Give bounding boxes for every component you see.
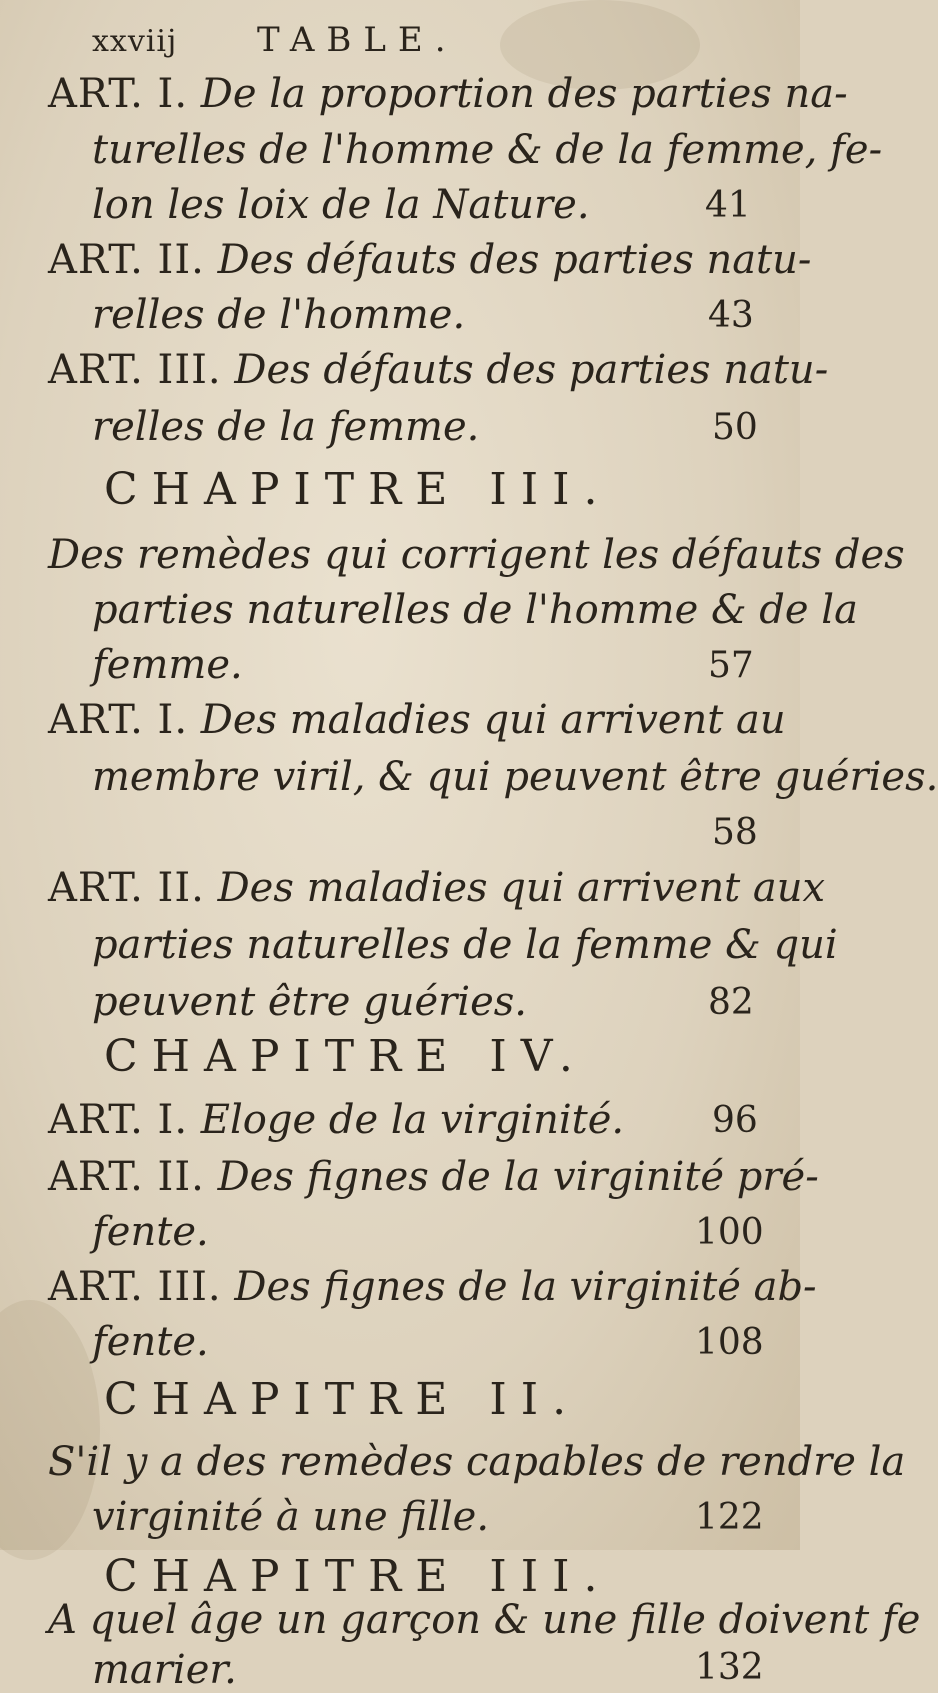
page-number: 82 — [708, 982, 754, 1023]
running-title: TABLE. — [257, 20, 458, 60]
toc-entry-line: peuvent être guéries. — [92, 979, 527, 1025]
toc-entry-line: A quel âge un garçon & une fille doivent fe — [48, 1597, 921, 1643]
toc-entry-line: fente. — [92, 1319, 209, 1365]
page-number: 108 — [695, 1322, 764, 1363]
page-number: 50 — [712, 407, 758, 448]
page-number: 58 — [712, 812, 758, 853]
toc-entry-line: relles de l'homme. — [92, 292, 466, 338]
toc-entry-line: Des remèdes qui corrigent les défauts des — [48, 532, 905, 578]
chapter-heading: CHAPITRE II. — [104, 1374, 581, 1425]
toc-entry-line: relles de la femme. — [92, 404, 480, 450]
page-number: 100 — [695, 1212, 764, 1253]
page-number: 43 — [708, 295, 754, 336]
toc-entry-line: turelles de l'homme & de la femme, fe- — [92, 127, 883, 173]
paper-stain — [0, 1300, 100, 1560]
toc-entry-line: membre viril, & qui peuvent être guéries. — [92, 754, 938, 800]
chapter-heading: CHAPITRE IV. — [104, 1031, 587, 1082]
toc-entry-line: femme. — [92, 642, 243, 688]
chapter-heading: CHAPITRE III. — [104, 1551, 612, 1602]
page-number: 132 — [695, 1647, 764, 1688]
toc-entry-line: ART. III. Des fignes de la virginité ab- — [48, 1264, 817, 1310]
toc-entry-line: virginité à une fille. — [92, 1494, 490, 1540]
toc-entry-line: ART. II. Des défauts des parties natu- — [48, 237, 812, 283]
toc-entry-line: ART. I. Eloge de la virginité. — [48, 1097, 625, 1143]
toc-entry-line: ART. II. Des fignes de la virginité pré- — [48, 1154, 819, 1200]
toc-entry-line: marier. — [92, 1647, 237, 1693]
toc-entry-line: fente. — [92, 1209, 209, 1255]
toc-entry-line: S'il y a des remèdes capables de rendre la — [48, 1439, 906, 1485]
toc-entry-line: parties naturelles de la femme & qui — [92, 922, 838, 968]
toc-entry-line: ART. I. De la proportion des parties na- — [48, 71, 848, 117]
chapter-heading: CHAPITRE III. — [104, 464, 612, 515]
page-number: 41 — [705, 185, 751, 226]
page-header — [92, 20, 458, 60]
toc-entry-line: lon les loix de la Nature. — [92, 182, 590, 228]
page-number: 57 — [708, 645, 754, 686]
toc-entry-line: parties naturelles de l'homme & de la — [92, 587, 858, 633]
page-number: 96 — [712, 1100, 758, 1141]
folio-number: xxviij — [92, 24, 178, 59]
page-number: 122 — [695, 1497, 764, 1538]
toc-entry-line: ART. I. Des maladies qui arrivent au — [48, 697, 786, 743]
toc-entry-line: ART. III. Des défauts des parties natu- — [48, 347, 829, 393]
toc-entry-line: ART. II. Des maladies qui arrivent aux — [48, 865, 826, 911]
